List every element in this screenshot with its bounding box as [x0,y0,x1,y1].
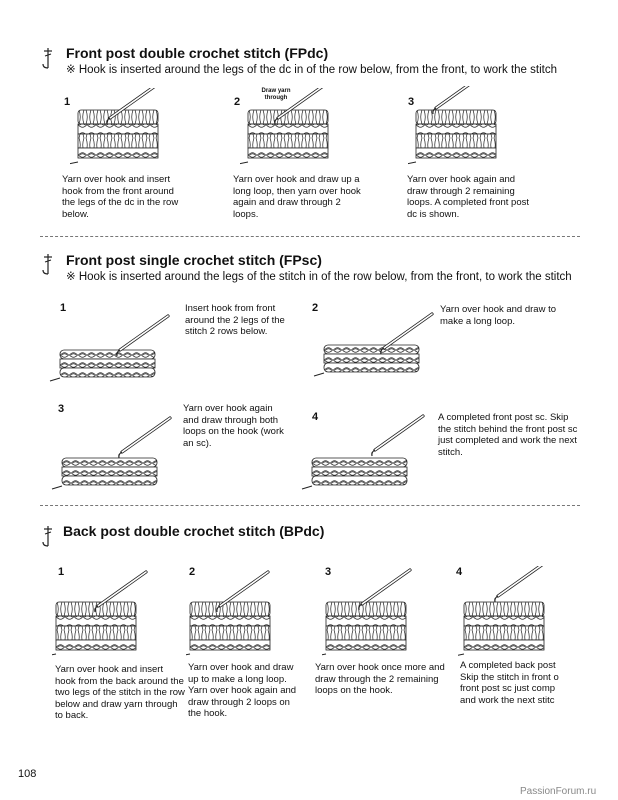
bpdc-step-4-caption: A completed back post Skip the stitch in front o front post sc just comp and work the next stitc [460,660,559,706]
fpsc-symbol-icon [42,254,56,283]
fpdc-step-1-number: 1 [64,96,71,108]
section-note-fpsc: ※ Hook is inserted around the legs of the stitch in of the row below, from the front, to work the stitch [66,271,572,283]
bpdc-step-2-illustration [186,566,306,667]
fpsc-step-2-number: 2 [312,302,319,314]
bpdc-step-4-illustration [458,566,568,667]
fpdc-step-2-label: Draw yarn through [261,88,291,101]
section-note-fpdc: ※ Hook is inserted around the legs of the dc in of the row below, from the front, to work the stitch [66,64,557,76]
fpsc-step-4-number: 4 [312,411,319,423]
page-number: 108 [18,768,37,780]
fpsc-step-4-illustration [300,400,440,500]
fpdc-symbol-icon [42,48,56,77]
fpdc-step-3-caption: Yarn over hook again and draw through 2 remaining loops. A completed front post dc is shown. [407,174,529,220]
fpdc-step-2-caption: Yarn over hook and draw up a long loop, then yarn over hook again and draw through 2 loops. [233,174,361,220]
bpdc-step-3-number: 3 [325,566,332,578]
bpdc-step-1-illustration [52,566,172,667]
fpsc-step-4-caption: A completed front post sc. Skip the stitch behind the front post sc just completed and work the next stitch. [438,412,578,458]
fpsc-step-3-illustration [50,400,180,500]
bpdc-step-3-caption: Yarn over hook once more and draw through the 2 remaining loops on the hook. [315,662,445,696]
section-title-bpdc: Back post double crochet stitch (BPdc) [63,523,325,539]
bpdc-step-1-number: 1 [58,566,65,578]
bpdc-step-4-number: 4 [456,566,463,578]
bpdc-symbol-icon [42,526,56,555]
fpsc-step-1-illustration [48,300,178,390]
fpdc-step-1-illustration [70,88,170,173]
fpsc-step-3-caption: Yarn over hook again and draw through both loops on the hook (work an sc). [183,403,284,449]
section-title-fpsc: Front post single crochet stitch (FPsc) [66,252,322,268]
fpdc-step-3-number: 3 [408,96,415,108]
fpsc-step-1-number: 1 [60,302,67,314]
fpdc-step-3-illustration [408,86,508,173]
fpsc-step-2-illustration [312,300,442,390]
fpdc-step-2-illustration [240,88,340,173]
section-title-fpdc: Front post double crochet stitch (FPdc) [66,45,329,61]
bpdc-step-1-caption: Yarn over hook and insert hook from the back around the two legs of the stitch in the row below and draw yarn through to back. [55,664,185,721]
bpdc-step-2-number: 2 [189,566,196,578]
bpdc-step-2-caption: Yarn over hook and draw up to make a long loop. Yarn over hook again and draw through 2 loops on the hook. [188,662,297,719]
fpsc-step-3-number: 3 [58,403,65,415]
fpdc-step-1-caption: Yarn over hook and insert hook from the front around the legs of the dc in the row below. [62,174,179,220]
fpsc-step-2-caption: Yarn over hook and draw to make a long loop. [440,304,557,327]
watermark: PassionForum.ru [520,786,597,797]
section-divider [40,505,580,506]
section-divider [40,236,580,237]
fpsc-step-1-caption: Insert hook from front around the 2 legs of the stitch 2 rows below. [185,303,285,337]
fpdc-step-2-number: 2 [234,96,241,108]
bpdc-step-3-illustration [322,566,442,667]
